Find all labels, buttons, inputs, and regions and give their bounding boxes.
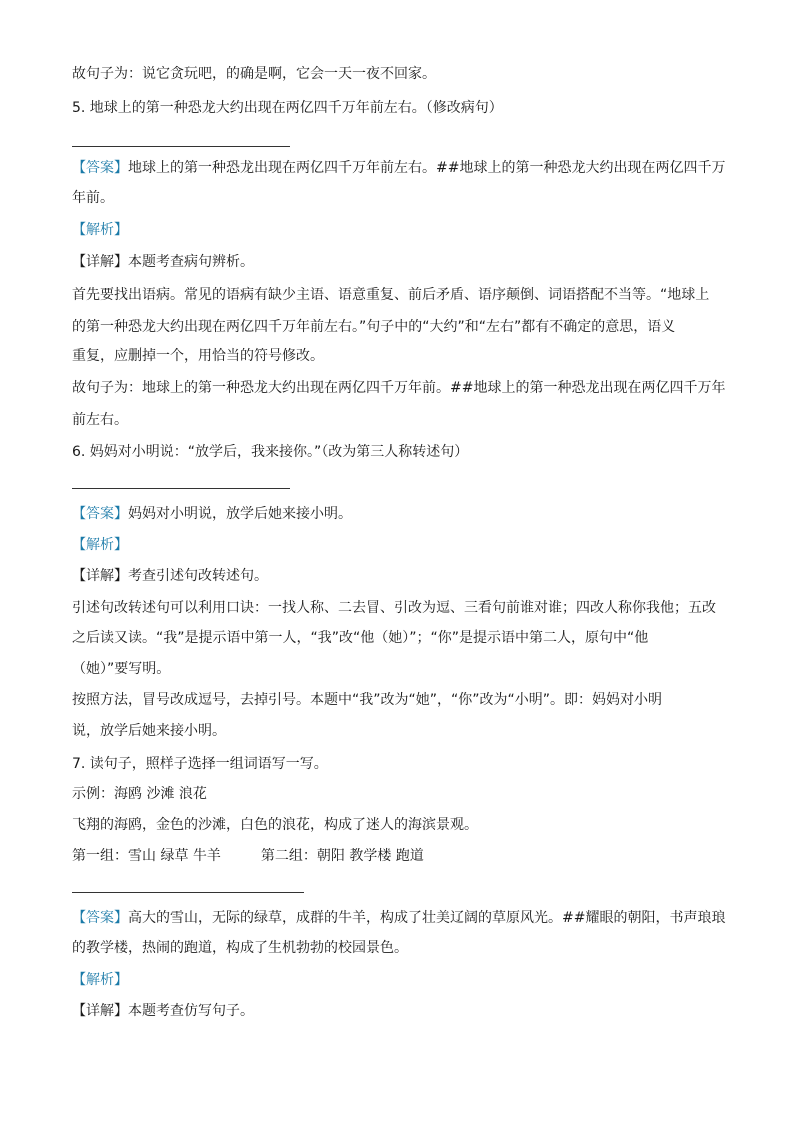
q5-answer-text: 地球上的第一种恐龙出现在两亿四千万年前左右。##地球上的第一种恐龙大约出现在两亿四千万 — [128, 160, 726, 176]
q5-body-line: 故句子为：地球上的第一种恐龙大约出现在两亿四千万年前。##地球上的第一种恐龙出现在两亿四千万年 — [72, 380, 726, 396]
q5-analysis-tag: 【解析】 — [72, 222, 128, 238]
q7-group-1: 第一组：雪山 绿草 牛羊 — [72, 848, 221, 864]
answer-tag: 【答案】 — [72, 910, 128, 926]
q6-body-line: 按照方法，冒号改成逗号，去掉引号。本题中“我”改为“她”，“你”改为“小明”。即：妈妈对小明 — [72, 692, 663, 708]
q7-example-sentence: 飞翔的海鸥，金色的沙滩，白色的浪花，构成了迷人的海滨景观。 — [72, 817, 478, 833]
q6-answer-text: 妈妈对小明说，放学后她来接小明。 — [128, 506, 352, 522]
q7-detail — [72, 1001, 254, 1021]
q6-analysis-tag: 【解析】 — [72, 537, 128, 553]
q5-answer — [72, 158, 725, 178]
q6-detail — [72, 566, 268, 586]
q7-answer-line — [72, 892, 304, 893]
q5-detail — [72, 252, 254, 272]
q7-analysis-tag: 【解析】 — [72, 972, 128, 988]
detail-tag: 【详解】 — [72, 568, 128, 584]
q5-answer-line — [72, 146, 290, 147]
q5-body-line: 重复，应删掉一个，用恰当的符号修改。 — [72, 348, 324, 364]
q6-body-line: （她）”要写明。 — [72, 661, 171, 677]
q5-answer-cont: 年前。 — [72, 190, 114, 206]
q7-answer-text: 高大的雪山，无际的绿草，成群的牛羊，构成了壮美辽阔的草原风光。##耀眼的朝阳，书声琅琅 — [128, 910, 726, 926]
answer-tag: 【答案】 — [72, 160, 128, 176]
q6-body-line: 说，放学后她来接小明。 — [72, 723, 226, 739]
q7-groups — [72, 846, 424, 866]
q6-body-line: 引述句改转述句可以利用口诀：一找人称、二去冒、引改为逗、三看句前谁对谁；四改人称你我他；五改 — [72, 600, 716, 616]
q7-answer — [72, 908, 725, 928]
q5-body-line: 首先要找出语病。常见的语病有缺少主语、语意重复、前后矛盾、语序颠倒、词语搭配不当等。“地球上 — [72, 287, 710, 303]
answer-tag: 【答案】 — [72, 506, 128, 522]
q6-answer — [72, 504, 352, 524]
q6-detail-text: 考查引述句改转述句。 — [128, 568, 268, 584]
detail-tag: 【详解】 — [72, 1003, 128, 1019]
detail-tag: 【详解】 — [72, 254, 128, 270]
q7-answer-cont: 的教学楼，热闹的跑道，构成了生机勃勃的校园景色。 — [72, 940, 408, 956]
q7-group-2: 第二组：朝阳 教学楼 跑道 — [260, 848, 424, 864]
q7-question: 7. 读句子，照样子选择一组词语写一写。 — [72, 756, 328, 772]
q5-body-line: 的第一种恐龙大约出现在两亿四千万年前左右。”句子中的“大约”和“左右”都有不确定的意思，语义 — [72, 319, 676, 335]
q6-body-line: 之后读又读。“我”是提示语中第一人，“我”改“他（她）”；“你”是提示语中第二人，原句中“他 — [72, 630, 649, 646]
q5-question: 5. 地球上的第一种恐龙大约出现在两亿四千万年前左右。（修改病句） — [72, 100, 503, 116]
q5-detail-text: 本题考查病句辨析。 — [128, 254, 254, 270]
q4-conclusion: 故句子为：说它贪玩吧，的确是啊，它会一天一夜不回家。 — [72, 66, 436, 82]
q7-detail-text: 本题考查仿写句子。 — [128, 1003, 254, 1019]
q5-body-line: 前左右。 — [72, 412, 128, 428]
q7-example-words: 示例：海鸥 沙滩 浪花 — [72, 786, 207, 802]
q6-answer-line — [72, 488, 290, 489]
q6-question: 6. 妈妈对小明说：“放学后，我来接你。”（改为第三人称转述句） — [72, 444, 469, 460]
